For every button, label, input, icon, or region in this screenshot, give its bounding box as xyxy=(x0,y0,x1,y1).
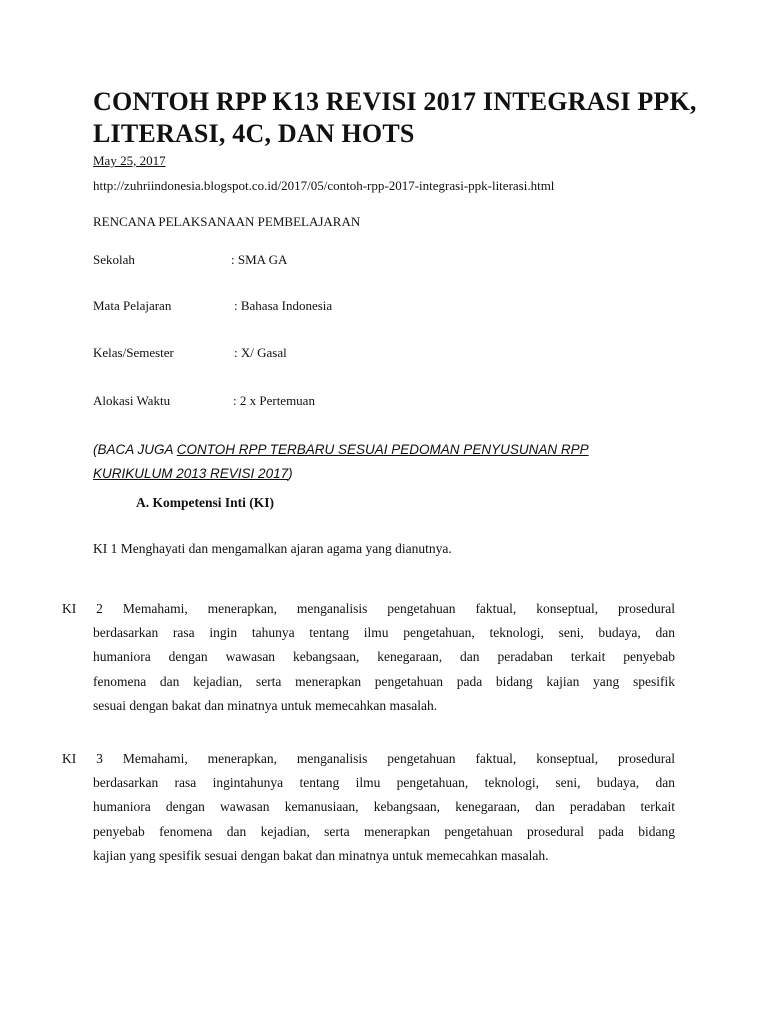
field-value: : X/ Gasal xyxy=(234,345,287,360)
ki2-paragraph xyxy=(62,597,675,718)
section-heading-ki: A. Kompetensi Inti (KI) xyxy=(136,495,274,510)
see-also-link[interactable]: CONTOH RPP TERBARU SESUAI PEDOMAN PENYUSUNAN RPP xyxy=(176,442,589,457)
paragraph-line: humaniora dengan wawasan kemanusiaan, kebangsaan, kenegaraan, dan peradaban terkait xyxy=(93,799,675,815)
paragraph-line: berdasarkan rasa ingintahunya tentang ilmu pengetahuan, teknologi, seni, budaya, dan xyxy=(93,775,675,791)
paragraph-line: KI 2 Memahami, menerapkan, menganalisis pengetahuan faktual, konseptual, prosedural xyxy=(62,601,675,616)
field-row-kelas-semester xyxy=(93,345,493,363)
see-also-link-continued[interactable]: KURIKULUM 2013 REVISI 2017 xyxy=(93,466,289,481)
field-label: Mata Pelajaran xyxy=(93,298,172,313)
note-suffix: ) xyxy=(288,466,293,481)
field-value: : Bahasa Indonesia xyxy=(234,298,333,313)
field-row-alokasi-waktu xyxy=(93,393,493,411)
rpp-heading: RENCANA PELAKSANAAN PEMBELAJARAN xyxy=(93,214,361,229)
post-date: May 25, 2017 xyxy=(93,153,166,168)
source-url: http://zuhriindonesia.blogspot.co.id/2017/05/contoh-rpp-2017-integrasi-ppk-literasi.html xyxy=(93,178,555,193)
paragraph-line: KI 3 Memahami, menerapkan, menganalisis pengetahuan faktual, konseptual, prosedural xyxy=(62,751,675,766)
ki1-paragraph: KI 1 Menghayati dan mengamalkan ajaran agama yang dianutnya. xyxy=(93,541,452,556)
paragraph-line: kajian yang spesifik sesuai dengan bakat dan minatnya untuk memecahkan masalah. xyxy=(93,847,549,863)
note-prefix: (BACA JUGA xyxy=(93,442,177,457)
paragraph-line: penyebab fenomena dan kejadian, serta menerapkan pengetahuan prosedural pada bidang xyxy=(93,823,675,839)
document-title: CONTOH RPP K13 REVISI 2017 INTEGRASI PPK, LITERASI, 4C, DAN HOTS xyxy=(93,87,697,148)
paragraph-line: sesuai dengan bakat dan minatnya untuk memecahkan masalah. xyxy=(93,697,438,713)
paragraph-line: humaniora dengan wawasan kebangsaan, kenegaraan, dan peradaban terkait penyebab xyxy=(93,649,675,665)
paragraph-line: fenomena dan kejadian, serta menerapkan pengetahuan pada bidang kajian yang spesifik xyxy=(93,673,675,689)
ki3-paragraph xyxy=(62,747,675,868)
field-value: : SMA GA xyxy=(231,252,288,267)
field-row-mata-pelajaran xyxy=(93,298,493,316)
paragraph-line: berdasarkan rasa ingin tahunya tentang ilmu pengetahuan, teknologi, seni, budaya, dan xyxy=(93,625,675,641)
see-also-note xyxy=(93,438,663,486)
field-label: Sekolah xyxy=(93,252,135,267)
field-label: Kelas/Semester xyxy=(93,345,174,360)
field-value: : 2 x Pertemuan xyxy=(233,393,315,408)
field-row-sekolah xyxy=(93,252,493,270)
field-label: Alokasi Waktu xyxy=(93,393,171,408)
